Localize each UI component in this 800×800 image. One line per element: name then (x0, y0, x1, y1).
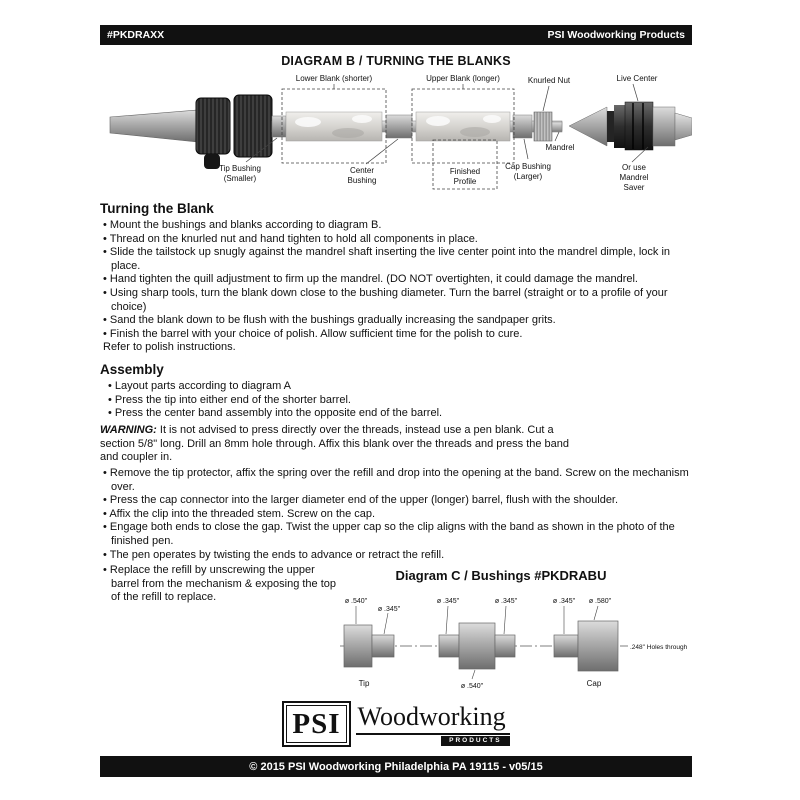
center-bushing-left (439, 635, 459, 657)
label-live-center: Live Center (616, 74, 658, 83)
knurled-nut (534, 112, 552, 141)
tailstock-knurled-wheel (196, 98, 230, 154)
woodworking-text: Woodworking (356, 701, 510, 734)
label-cap-bushing: Cap Bushing (505, 162, 551, 171)
tip-label: Tip (358, 679, 370, 689)
cap-bushing-large (578, 621, 618, 671)
live-center-ring (607, 111, 614, 142)
diagram-c-illustration (336, 589, 692, 691)
header-bar (100, 25, 692, 45)
products-badge: PRODUCTS (441, 736, 509, 746)
label-tip-bushing: (Smaller) (223, 174, 257, 183)
warning-label: WARNING: (100, 423, 157, 436)
turning-bullet-list (100, 219, 692, 341)
diagram-c-title: Diagram C / Bushings #PKDRABU (395, 568, 607, 584)
tip-bushing-small (372, 635, 394, 657)
dim-center-middle: ø .540" (460, 683, 484, 691)
label-center-bushing: Center (349, 166, 375, 175)
label-knurled-nut: Knurled Nut (527, 76, 571, 85)
live-center-body (625, 102, 653, 150)
tip-bushing (272, 116, 286, 137)
dim-cap-small: ø .345" (552, 598, 576, 606)
diagram-b-title: DIAGRAM B / TURNING THE BLANKS (281, 54, 511, 68)
blank-grain (295, 117, 321, 127)
live-center-ring (614, 105, 625, 148)
psi-logo-box (282, 701, 350, 747)
cap-bushing (513, 115, 532, 138)
dim-center-right: ø .345" (494, 598, 518, 606)
label-finished-profile: Profile (453, 177, 477, 186)
drive-knurled-wheel (234, 95, 272, 157)
footer-bar: © 2015 PSI Woodworking Philadelphia PA 19115 - v05/15 (100, 756, 692, 777)
psi-logo (100, 701, 692, 747)
bottom-row (100, 564, 692, 691)
bullet-item: • Engage both ends to close the gap. Twist the upper cap so the clip aligns with the band as shown in the photo of the finished pen. (100, 521, 692, 548)
bullet-item: • Layout parts according to diagram A (105, 380, 692, 394)
assembly-heading: Assembly (100, 361, 164, 377)
label-mandrel: Mandrel (545, 143, 575, 152)
tailstock-shaft (675, 113, 692, 140)
bullet-item: • Slide the tailstock up snugly against the mandrel shaft inserting the live center point into the mandrel dimple, lock in place. (100, 246, 692, 273)
cap-bushing-small (554, 635, 578, 657)
blank-grain (332, 128, 364, 138)
label-tip-bushing: Tip Bushing (219, 164, 261, 173)
bullet-item: • The pen operates by twisting the ends to advance or retract the refill. (100, 549, 692, 563)
bullet-item: • Hand tighten the quill adjustment to firm up the mandrel. (DO NOT overtighten, it could damage the mandrel. (100, 273, 692, 287)
bullet-item: • Press the tip into either end of the shorter barrel. (105, 394, 692, 408)
cap-label: Cap (586, 679, 602, 689)
bullet-item: • Sand the blank down to be flush with the bushings gradually increasing the sandpaper grits. (100, 314, 692, 328)
warning-paragraph (100, 424, 584, 465)
dim-center-left: ø .345" (436, 598, 460, 606)
dim-tip-large: ø .540" (344, 598, 368, 606)
bullet-item: • Thread on the knurled nut and hand tighten to hold all components in place. (100, 233, 692, 247)
live-center-point (569, 107, 607, 146)
center-bushing (386, 115, 412, 138)
replace-refill-column (100, 564, 336, 691)
product-code: #PKDRAXX (107, 29, 165, 41)
tailstock-taper (110, 110, 198, 142)
center-bushing-middle (459, 623, 495, 669)
lock-knob (204, 154, 220, 169)
label-lower-blank: Lower Blank (shorter) (295, 74, 373, 83)
bullet-item: • Affix the clip into the threaded stem. Screw on the cap. (100, 508, 692, 522)
label-mandrel-saver: Or use (621, 163, 647, 172)
assembly-bullet-list (100, 380, 692, 421)
polish-note: Refer to polish instructions. (103, 341, 236, 354)
label-mandrel-saver: Mandrel (619, 173, 649, 182)
bullet-item: • Finish the barrel with your choice of polish. Allow sufficient time for the polish to cure. (100, 328, 692, 342)
label-cap-bushing: (Larger) (513, 172, 543, 181)
label-finished-profile: Finished (449, 167, 481, 176)
warning-text: It is not advised to press directly over the threads, instead use a pen blank. Cut a section 5/8" long. Drill an 8mm hole through. Affix this blank over the threads and press the band and coupler in. (100, 423, 570, 464)
turning-heading: Turning the Blank (100, 201, 214, 216)
tip-bushing-large (344, 625, 372, 667)
bullet-item: • Remove the tip protector, affix the spring over the refill and drop into the opening at the band. Screw on the mechanism over. (100, 467, 692, 494)
bullet-item: • Press the center band assembly into the opposite end of the barrel. (105, 407, 692, 421)
holes-note: .248" Holes through (630, 644, 688, 652)
bullet-item: • Using sharp tools, turn the blank down close to the bushing diameter. Turn the barrel (straight or to a profile of your choice) (100, 287, 692, 314)
label-center-bushing: Bushing (347, 176, 377, 185)
psi-logo-text: PSI (286, 705, 346, 743)
mandrel-shaft-end (552, 122, 562, 131)
assembly-bullet-list-2 (100, 467, 692, 562)
blank-grain (352, 115, 372, 123)
label-upper-blank: Upper Blank (longer) (426, 74, 500, 83)
label-mandrel-saver: Saver (623, 183, 645, 192)
bullet-item: • Press the cap connector into the larger diameter end of the upper (longer) barrel, flush with the shoulder. (100, 494, 692, 508)
diagram-c-section (336, 564, 692, 691)
dim-tip-small: ø .345" (377, 606, 401, 614)
dim-cap-large: ø .580" (588, 598, 612, 606)
center-bushing-right (495, 635, 515, 657)
assembly-bullet-list-3 (100, 564, 336, 605)
blank-grain (426, 116, 450, 126)
blank-grain (460, 127, 490, 137)
woodworking-wrap (356, 701, 510, 747)
diagram-b-illustration (100, 70, 692, 198)
document (100, 25, 692, 777)
blank-grain (483, 115, 501, 123)
bullet-item: • Mount the bushings and blanks according to diagram B. (100, 219, 692, 233)
brand-name: PSI Woodworking Products (547, 29, 685, 41)
live-center-collar (653, 107, 675, 146)
bullet-item: • Replace the refill by unscrewing the upper barrel from the mechanism & exposing the top of the refill to replace. (100, 564, 336, 605)
